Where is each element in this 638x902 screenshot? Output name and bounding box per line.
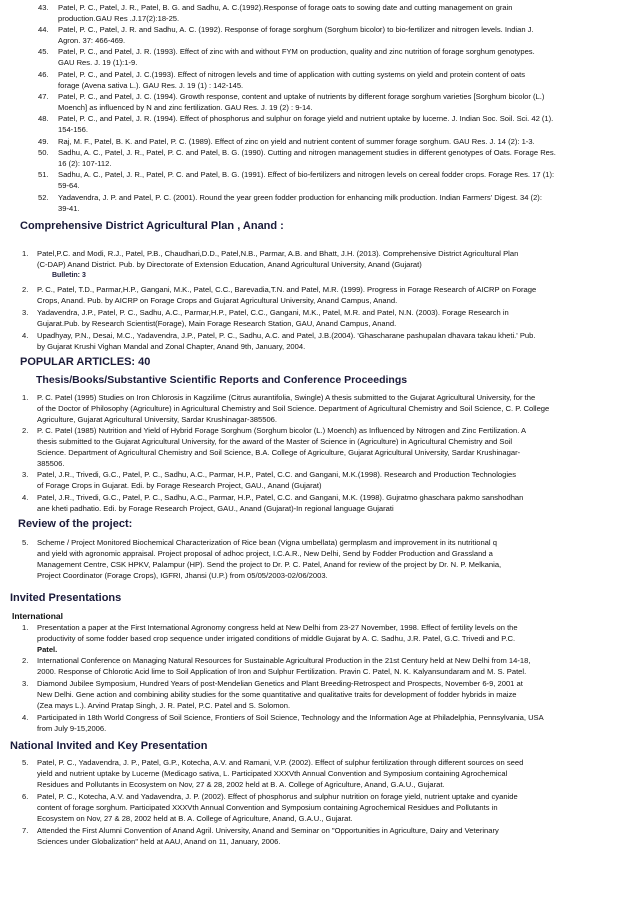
item-number: 1.	[22, 393, 29, 402]
list-item	[22, 492, 524, 503]
item-text: Patel, P. C., Kotecha, A.V. and Yadavendra, J. P. (2002). Effect of phosphorus and sulphur nutrition on forage yield, nutrient uptake and cyanide	[37, 792, 518, 801]
list-item	[22, 537, 497, 548]
item-text: Attended the First Alumni Convention of Anand Agril. University, Anand and Seminar on "Opportunities in Agriculture, Dairy and Veterinary	[37, 826, 499, 835]
item-text: Upadhyay, P.N., Desai, M.C., Yadavendra, J.P., Patel, P. C., Sadhu, A.C. and Patel, J.B.(2004). 'Ghascharane pashupalan dhavara takau kheti.' Pub.	[37, 331, 536, 340]
item-text: Patel, P. C., and Patel, J. C. (1994). Growth response, content and uptake of nutrients by different forage sorghum varieties [Sorghum bicolor (L.)	[58, 92, 545, 101]
item-text: Yadavendra, J.P., Patel, P. C., Sadhu, A.C., Parmar,H.P., Patel, C.C., Gangani, M.K., Patel, M.R. and Patel, N.N. (2003). Forage Research in	[37, 308, 509, 317]
item-text: Raj, M. F., Patel, B. K. and Patel, P. C. (1989). Effect of zinc on yield and nutrient content of summer forage sorghum. GAU Res. J. 14 (2): 1-3.	[58, 137, 535, 146]
item-number: 2.	[22, 656, 29, 665]
item-text: 39-41.	[58, 204, 80, 213]
item-text: 385506.	[37, 459, 65, 468]
item-text: productivity of some fodder based crop sequence under irrigated conditions of middle Gujarat by A. C. Sadhu, J.R. Patel, G.C. Trivedi and P.C.	[37, 634, 516, 643]
list-item	[22, 425, 527, 436]
bulletin-label: Bulletin: 3	[52, 272, 86, 279]
item-text: Diamond Jubilee Symposium, Hundred Years of post-Mendelian Genetics and Plant Breeding-Retrospect and Prospects, November 6-9, 2001 at	[37, 679, 523, 688]
list-item	[22, 712, 544, 723]
item-text: Patel, P. C., Patel, J. R. and Sadhu, A. C. (1992). Response of forage sorghum (Sorghum bicolor) to bio-fertilizer and nitrogen levels. Indian J.	[58, 25, 534, 34]
section-heading: Comprehensive District Agricultural Plan , Anand :	[20, 220, 284, 232]
list-item	[38, 46, 535, 57]
item-number: 2.	[22, 426, 29, 435]
item-number: 43.	[38, 3, 49, 12]
item-text: Project Coordinator (Forage Crops), IGFRI, Jhansi (U.P.) from 05/05/2003-02/06/2003.	[37, 571, 328, 580]
list-item	[38, 136, 535, 147]
list-item	[38, 24, 534, 35]
item-text: Patel, P. C., and Patel, J. R. (1993). Effect of zinc with and without FYM on production, quality and zinc nutrition of forage sorghum genotypes.	[58, 47, 535, 56]
item-number: 1.	[22, 249, 29, 258]
list-item	[22, 307, 509, 318]
item-number: 52.	[38, 193, 49, 202]
item-text: 59-64.	[58, 181, 80, 190]
item-text: P. C. Patel (1985) Nutrition and Yield of Hybrid Forage Sorghum (Sorghum bicolor (L.) Moench) as Influenced by Nitrogen and Zinc Fertilization. A	[37, 426, 527, 435]
list-item	[22, 469, 517, 480]
invited-subheading: International	[12, 611, 64, 621]
item-text: (Zea mays L.). Arvind Pratap Singh, J. R. Patel, P.C. Patel and S. Solomon.	[37, 701, 291, 710]
list-item	[38, 192, 542, 203]
item-number: 44.	[38, 25, 49, 34]
item-text: Sciences under Globalization" held at AAU, Anand on 11, January, 2006.	[37, 837, 281, 846]
list-item	[38, 169, 555, 180]
thesis-heading: Thesis/Books/Substantive Scientific Reports and Conference Proceedings	[36, 374, 408, 386]
item-text: forage (Avena sativa L.). GAU Res. J. 19 (1) : 142-145.	[58, 81, 244, 90]
item-number: 45.	[38, 47, 49, 56]
review-heading: Review of the project:	[18, 518, 133, 530]
item-number: 4.	[22, 331, 29, 340]
item-text: Crops, Anand. Pub. by AICRP on Forage Crops and Gujarat Agricultural University, Anand Campus, Anand.	[37, 296, 398, 305]
popular-articles-heading: POPULAR ARTICLES: 40	[20, 356, 151, 368]
item-text: Management Centre, CSK HPKV, Palampur (HP). Send the project to Dr. P. C. Patel, Anand for review of the project by Dr. N. P. Melkania,	[37, 560, 502, 569]
national-heading: National Invited and Key Presentation	[10, 740, 208, 752]
item-text: P. C. Patel (1995) Studies on Iron Chlorosis in Kagzilime (Citrus aurantifolia, Swingle) A thesis submitted to the Gujarat Agricultural University, for the	[37, 393, 536, 402]
list-item	[38, 2, 513, 13]
item-text: 154-156.	[58, 125, 88, 134]
item-number: 49.	[38, 137, 49, 146]
item-text: Participated in 18th World Congress of Soil Science, Frontiers of Soil Science, Technology and the Information Age at Philadelphia, Pennsylvania, USA	[37, 713, 544, 722]
item-text: Patel,P.C. and Modi, R.J., Patel, P.B., Chaudhari,D.D., Patel,N.B., Parmar, A.B. and Bhatt, J.H. (2013). Comprehensive District Agricultural Plan	[37, 249, 519, 258]
item-number: 3.	[22, 308, 29, 317]
item-number: 51.	[38, 170, 49, 179]
item-text: International Conference on Managing Natural Resources for Sustainable Agricultural Production in the 21st Century held at New Delhi from 14-18,	[37, 656, 531, 665]
item-text: GAU Res. J. 19 (1):1-9.	[58, 58, 138, 67]
item-text: thesis submitted to the Gujarat Agricultural University, for the award of the Master of Science in (Agriculture) in Agricultural Chemistry and Soil	[37, 437, 513, 446]
item-text: production.GAU Res .J.17(2):18-25.	[58, 14, 180, 23]
item-number: 7.	[22, 826, 29, 835]
item-text: Science. Department of Agricultural Chemistry and Soil Science, B.A. College of Agriculture, Gujarat Agricultural University, Sardar Krushinagar-	[37, 448, 521, 457]
item-text: Moench] as influenced by N and zinc fertilization. GAU Res. J. 19 (2) : 9-14.	[58, 103, 313, 112]
item-text: of Forage Crops in Gujarat. Edi. by Forage Research Project, GAU., Anand (Gujarat)	[37, 481, 322, 490]
list-item	[22, 284, 537, 295]
item-text: Patel.	[37, 645, 58, 654]
item-number: 3.	[22, 470, 29, 479]
list-item	[22, 757, 524, 768]
item-number: 4.	[22, 713, 29, 722]
item-text: from July 9-15,2006.	[37, 724, 107, 733]
item-text: Patel, J.R., Trivedi, G.C., Patel, P. C., Sadhu, A.C., Parmar, H.P., Patel, C.C. and Gangani, M.K. (1998). Gujratmo ghaschara pakmo sanshodhan	[37, 493, 524, 502]
item-number: 48.	[38, 114, 49, 123]
item-text: Ecosystem on Nov, 27 & 28, 2002 held at B. A. College of Agriculture, Anand, G.A.U., Gujarat.	[37, 814, 353, 823]
list-item	[38, 113, 554, 124]
item-number: 50.	[38, 148, 49, 157]
item-text: 2000. Response of Chlorotic Acid lime to Soil Application of Iron and Sulphur Fertilization. Pravin C. Patel, N. K. Kalyansundaram and M. S. Patel.	[37, 667, 527, 676]
item-text: Patel, P. C., Yadavendra, J. P., Patel, G.P., Kotecha, A.V. and Ramani, V.P. (2002). Effect of sulphur fertilization through different sources on seed	[37, 758, 524, 767]
list-item	[22, 655, 531, 666]
invited-heading: Invited Presentations	[10, 592, 122, 604]
list-item	[22, 248, 519, 259]
list-item	[22, 392, 536, 403]
item-text: Residues and Pollutants in Ecosystem on Nov, 27 & 28, 2002 held at B. A. College of Agriculture, Anand, G.A.U., Gujarat.	[37, 780, 445, 789]
item-text: of the Doctor of Philosophy (Agriculture) in Agricultural Chemistry and Soil Science. Department of Agricultural Chemistry and Soil Science, C. P. College	[37, 404, 550, 413]
item-number: 6.	[22, 792, 29, 801]
item-text: content of forage sorghum. Participated XXXVth Annual Convention and Symposium containing Agrochemical Residues and Pollutants in	[37, 803, 498, 812]
list-item	[38, 69, 525, 80]
item-number: 1.	[22, 623, 29, 632]
item-text: New Delhi. Gene action and combining ability studies for the some quantitative and qualitative traits for development of fodder hybrids in maize	[37, 690, 517, 699]
item-text: Agriculture, Gujarat Agricultural University, Sardar Krushinagar-385506.	[37, 415, 278, 424]
list-item	[22, 678, 523, 689]
item-number: 4.	[22, 493, 29, 502]
list-item	[38, 91, 545, 102]
item-text: ane kheti padhatio. Edi. by Forage Research Project, GAU., Anand (Gujarat)-In regional language Gujarati	[37, 504, 394, 513]
item-text: and yield with agronomic appraisal. Project proposal of adhoc project, I.C.A.R., New Delhi, Send by Fodder Production and Grassland a	[37, 549, 493, 558]
item-text: Presentation a paper at the First International Agronomy congress held at New Delhi from 23-27 November, 1998. Effect of fertility levels on the	[37, 623, 518, 632]
item-number: 46.	[38, 70, 49, 79]
item-number: 47.	[38, 92, 49, 101]
item-text: Scheme / Project Monitored Biochemical Characterization of Rice bean (Vigna umbellata) germplasm and improvement in its nutritional q	[37, 538, 497, 547]
item-text: 16 (2): 107-112.	[58, 159, 112, 168]
item-number: 5.	[22, 538, 29, 547]
item-text: Patel, P. C., and Patel, J. C.(1993). Effect of nitrogen levels and time of application with cutting systems on yield and protein content of oats	[58, 70, 525, 79]
list-item	[22, 791, 518, 802]
item-text: yield and nutrient uptake by Lucerne (Medicago sativa, L. Participated XXXVth Annual Convention and Symposium containing Agrochemical	[37, 769, 508, 778]
item-text: (C-DAP) Anand District. Pub. by Directorate of Extension Education, Anand Agricultural University, Anand (Gujarat)	[37, 260, 422, 269]
item-text: Gujarat.Pub. by Research Scientist(Forage), Main Forage Research Station, GAU, Anand Campus, Anand.	[37, 319, 397, 328]
item-text: P. C., Patel, T.D., Parmar,H.P., Gangani, M.K., Patel, C.C., Barevadia,T.N. and Patel, M.R. (1999). Progress in Forage Research of AICRP on Forage	[37, 285, 537, 294]
item-text: Yadavendra, J. P. and Patel, P. C. (2001). Round the year green fodder production for enhancing milk production. Indian Farmers' Digest. 34 (2):	[58, 193, 542, 202]
item-text: Sadhu, A. C., Patel, J. R., Patel, P. C. and Patel, B. G. (1991). Effect of bio-fertilizers and nitrogen levels on cereal fodder crops. Forage Res. 17 (1):	[58, 170, 555, 179]
list-item	[22, 330, 536, 341]
item-text: by Gujarat Krushi Vighan Mandal and Zonal Chapter, Anand 9th, January, 2004.	[37, 342, 306, 351]
item-text: Agron. 37: 466-469.	[58, 36, 126, 45]
item-number: 5.	[22, 758, 29, 767]
item-text: Sadhu, A. C., Patel, J. R., Patel, P. C. and Patel, B. G. (1990). Cutting and nitrogen management studies in different genotypes of Oats. Forage Res.	[58, 148, 556, 157]
list-item	[38, 147, 556, 158]
item-number: 2.	[22, 285, 29, 294]
item-text: Patel, J.R., Trivedi, G.C., Patel, P. C., Sadhu, A.C., Parmar, H.P., Patel, C.C. and Gangani, M.K.(1998). Research and Production Technologies	[37, 470, 517, 479]
item-text: Patel, P. C., Patel, J. R., Patel, B. G. and Sadhu, A. C.(1992).Response of forage oats to sowing date and cutting management on grain	[58, 3, 513, 12]
item-text: Patel, P. C., and Patel, J. R. (1994). Effect of phosphorus and sulphur on forage yield and nutrient uptake by lucerne. J. Indian Soc. Soil. Sci. 42 (1).	[58, 114, 554, 123]
list-item	[22, 825, 499, 836]
list-item	[22, 622, 518, 633]
item-number: 3.	[22, 679, 29, 688]
